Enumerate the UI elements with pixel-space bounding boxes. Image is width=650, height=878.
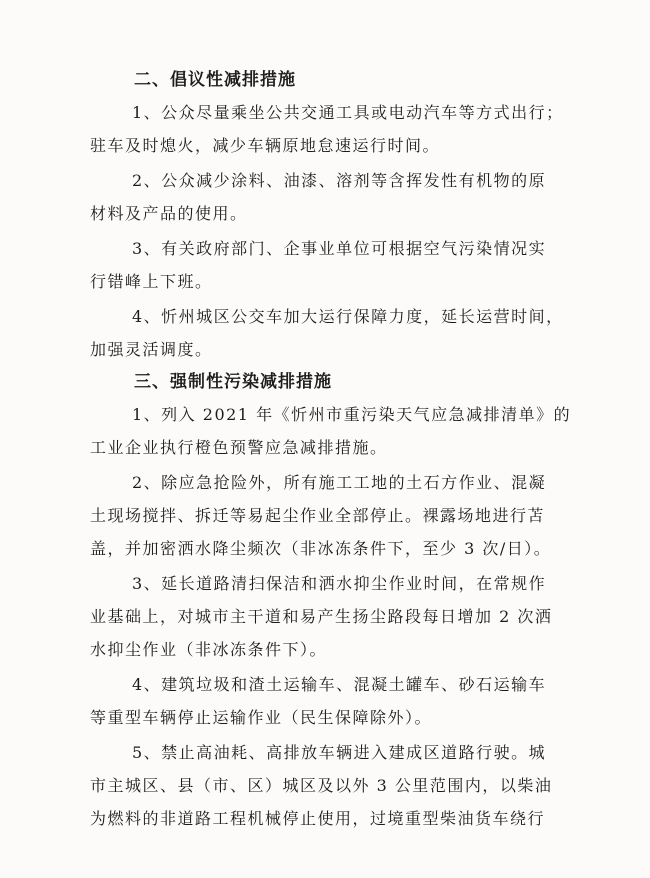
section-2-item-4 <box>90 300 580 366</box>
section-3-heading: 三、强制性污染减排措施 <box>134 372 332 392</box>
paragraph-line: 行错峰上下班。 <box>90 272 213 291</box>
paragraph-line: 2、公众减少涂料、油漆、溶剂等含挥发性有机物的原 <box>132 171 547 190</box>
paragraph-line: 土现场搅拌、拆迁等易起尘作业全部停止。裸露场地进行苫 <box>90 506 546 525</box>
section-3-item-1 <box>90 398 580 464</box>
section-3-item-3 <box>90 567 580 666</box>
paragraph-line: 加强灵活调度。 <box>90 340 213 359</box>
section-2-item-3 <box>90 232 580 298</box>
paragraph-line: 工业企业执行橙色预警应急减排措施。 <box>90 438 388 457</box>
paragraph-line: 4、建筑垃圾和渣土运输车、混凝土罐车、砂石运输车 <box>132 675 547 694</box>
paragraph-line: 2、除应急抢险外，所有施工工地的土石方作业、混凝 <box>132 473 547 492</box>
paragraph-line: 业基础上，对城市主干道和易产生扬尘路段每日增加 2 次洒 <box>90 607 553 626</box>
paragraph-line: 为燃料的非道路工程机械停止使用，过境重型柴油货车绕行 <box>90 809 546 828</box>
paragraph-line: 5、禁止高油耗、高排放车辆进入建成区道路行驶。城 <box>132 743 547 762</box>
paragraph-line: 盖，并加密洒水降尘频次（非冰冻条件下，至少 3 次/日）。 <box>90 539 552 558</box>
paragraph-line: 等重型车辆停止运输作业（民生保障除外）。 <box>90 708 433 727</box>
section-2-item-1 <box>90 96 580 162</box>
paragraph-line: 材料及产品的使用。 <box>90 204 248 223</box>
paragraph-line: 3、有关政府部门、企事业单位可根据空气污染情况实 <box>132 239 547 258</box>
section-3-item-5 <box>90 736 580 835</box>
paragraph-line: 3、延长道路清扫保洁和洒水抑尘作业时间，在常规作 <box>132 574 547 593</box>
paragraph-line: 驻车及时熄火，减少车辆原地怠速运行时间。 <box>90 136 441 155</box>
section-3-item-4 <box>90 668 580 734</box>
paragraph-line: 市主城区、县（市、区）城区及以外 3 公里范围内，以柴油 <box>90 776 553 795</box>
section-3 <box>90 366 580 835</box>
paragraph-line: 4、忻州城区公交车加大运行保障力度，延长运营时间， <box>132 307 564 326</box>
section-2 <box>90 64 580 366</box>
section-2-heading: 二、倡议性减排措施 <box>134 70 296 90</box>
paragraph-line: 1、列入 2021 年《忻州市重污染天气应急减排清单》的 <box>132 405 572 424</box>
section-3-item-2 <box>90 466 580 565</box>
paragraph-line: 1、公众尽量乘坐公共交通工具或电动汽车等方式出行； <box>132 103 564 122</box>
section-2-item-2 <box>90 164 580 230</box>
paragraph-line: 水抑尘作业（非冰冻条件下）。 <box>90 640 328 659</box>
